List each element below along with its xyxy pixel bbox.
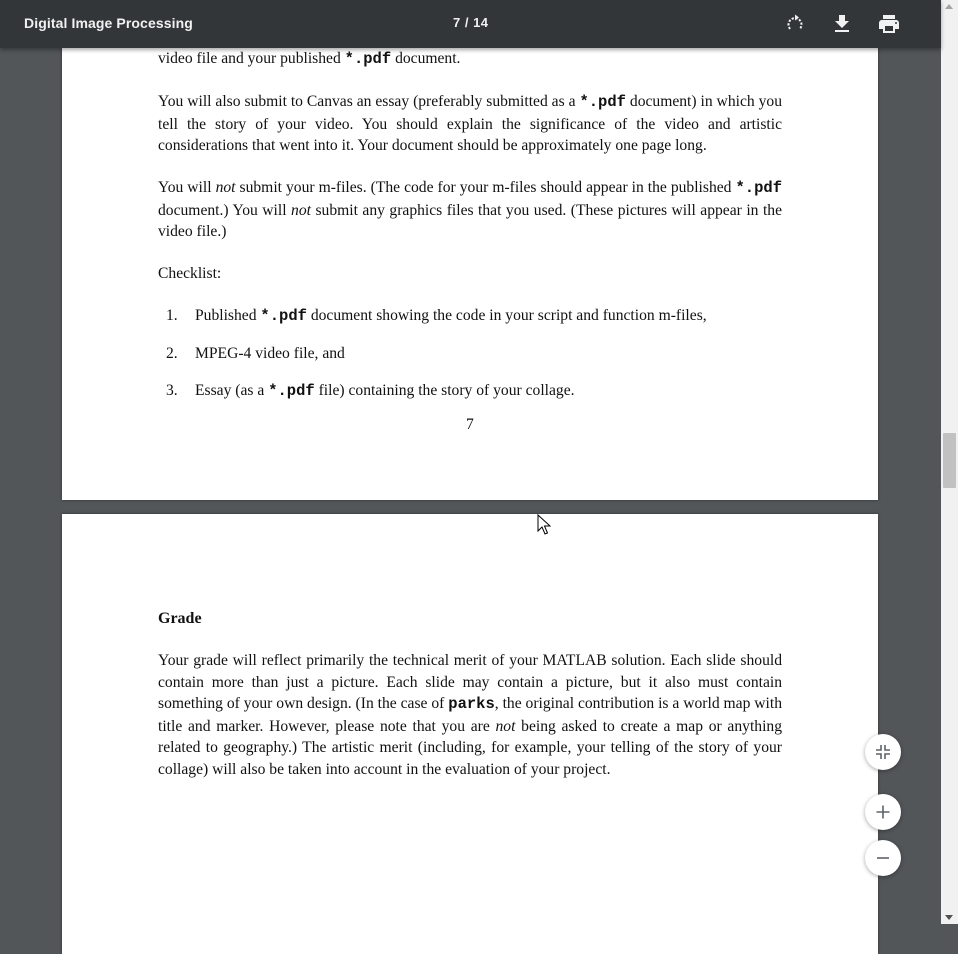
checklist-item: 1. Published *.pdf document showing the code in your script and function m-files, bbox=[166, 307, 707, 325]
paragraph-essay: You will also submit to Canvas an essay (preferably submitted as a *.pdf document) in which you tell the story of your video. You should explain the significance of the video and artistic considerations that went into it. Your document should be approximately one page long. bbox=[158, 93, 782, 154]
print-icon bbox=[877, 12, 901, 36]
rotate-icon bbox=[783, 12, 807, 36]
paragraph-mfiles: You will not submit your m-files. (The code for your m-files should appear in the published *.pdf document.) You will not submit any graphics files that you used. (These pictures will appear in the video file.) bbox=[158, 179, 783, 240]
paragraph-grade: Your grade will reflect primarily the technical merit of your MATLAB solution. Each slide should contain more than just a picture. Each slide may contain a picture, but it also must contain something of your own design. (In the case of parks, the original contribution is a world map with title and marker. However, please note that you are not being asked to create a map or anything related to geography.) The artistic merit (including, for example, your telling of the story of your collage) will also be taken into account in the evaluation of your project. bbox=[158, 652, 783, 778]
download-icon bbox=[830, 12, 854, 36]
scroll-up-arrow-icon[interactable] bbox=[945, 4, 953, 9]
pdf-page-7 bbox=[62, 0, 878, 500]
vertical-scrollbar[interactable] bbox=[941, 0, 958, 924]
checklist-label: Checklist: bbox=[158, 265, 222, 282]
page-number: 7 bbox=[466, 416, 474, 433]
mouse-pointer-icon bbox=[537, 514, 551, 536]
scroll-down-arrow-icon[interactable] bbox=[945, 915, 953, 920]
scroll-thumb[interactable] bbox=[943, 433, 956, 488]
checklist-item: 3. Essay (as a *.pdf file) containing the story of your collage. bbox=[166, 382, 575, 400]
page-counter[interactable]: 7 / 14 bbox=[453, 15, 489, 30]
rotate-button[interactable] bbox=[783, 12, 807, 36]
pdf-toolbar bbox=[0, 0, 941, 48]
fit-to-page-button[interactable] bbox=[865, 734, 901, 770]
text-line-video-file: video file and your published *.pdf document. bbox=[158, 50, 461, 68]
download-button[interactable] bbox=[830, 12, 854, 36]
document-title: Digital Image Processing bbox=[24, 15, 193, 31]
fit-to-page-icon bbox=[873, 742, 893, 762]
plus-icon bbox=[873, 802, 893, 822]
section-heading-grade: Grade bbox=[158, 610, 202, 627]
print-button[interactable] bbox=[877, 12, 901, 36]
minus-icon bbox=[873, 848, 893, 868]
zoom-in-button[interactable] bbox=[865, 794, 901, 830]
checklist-item: 2. MPEG-4 video file, and bbox=[166, 345, 345, 362]
zoom-out-button[interactable] bbox=[865, 840, 901, 876]
pdf-page-8 bbox=[62, 514, 878, 954]
